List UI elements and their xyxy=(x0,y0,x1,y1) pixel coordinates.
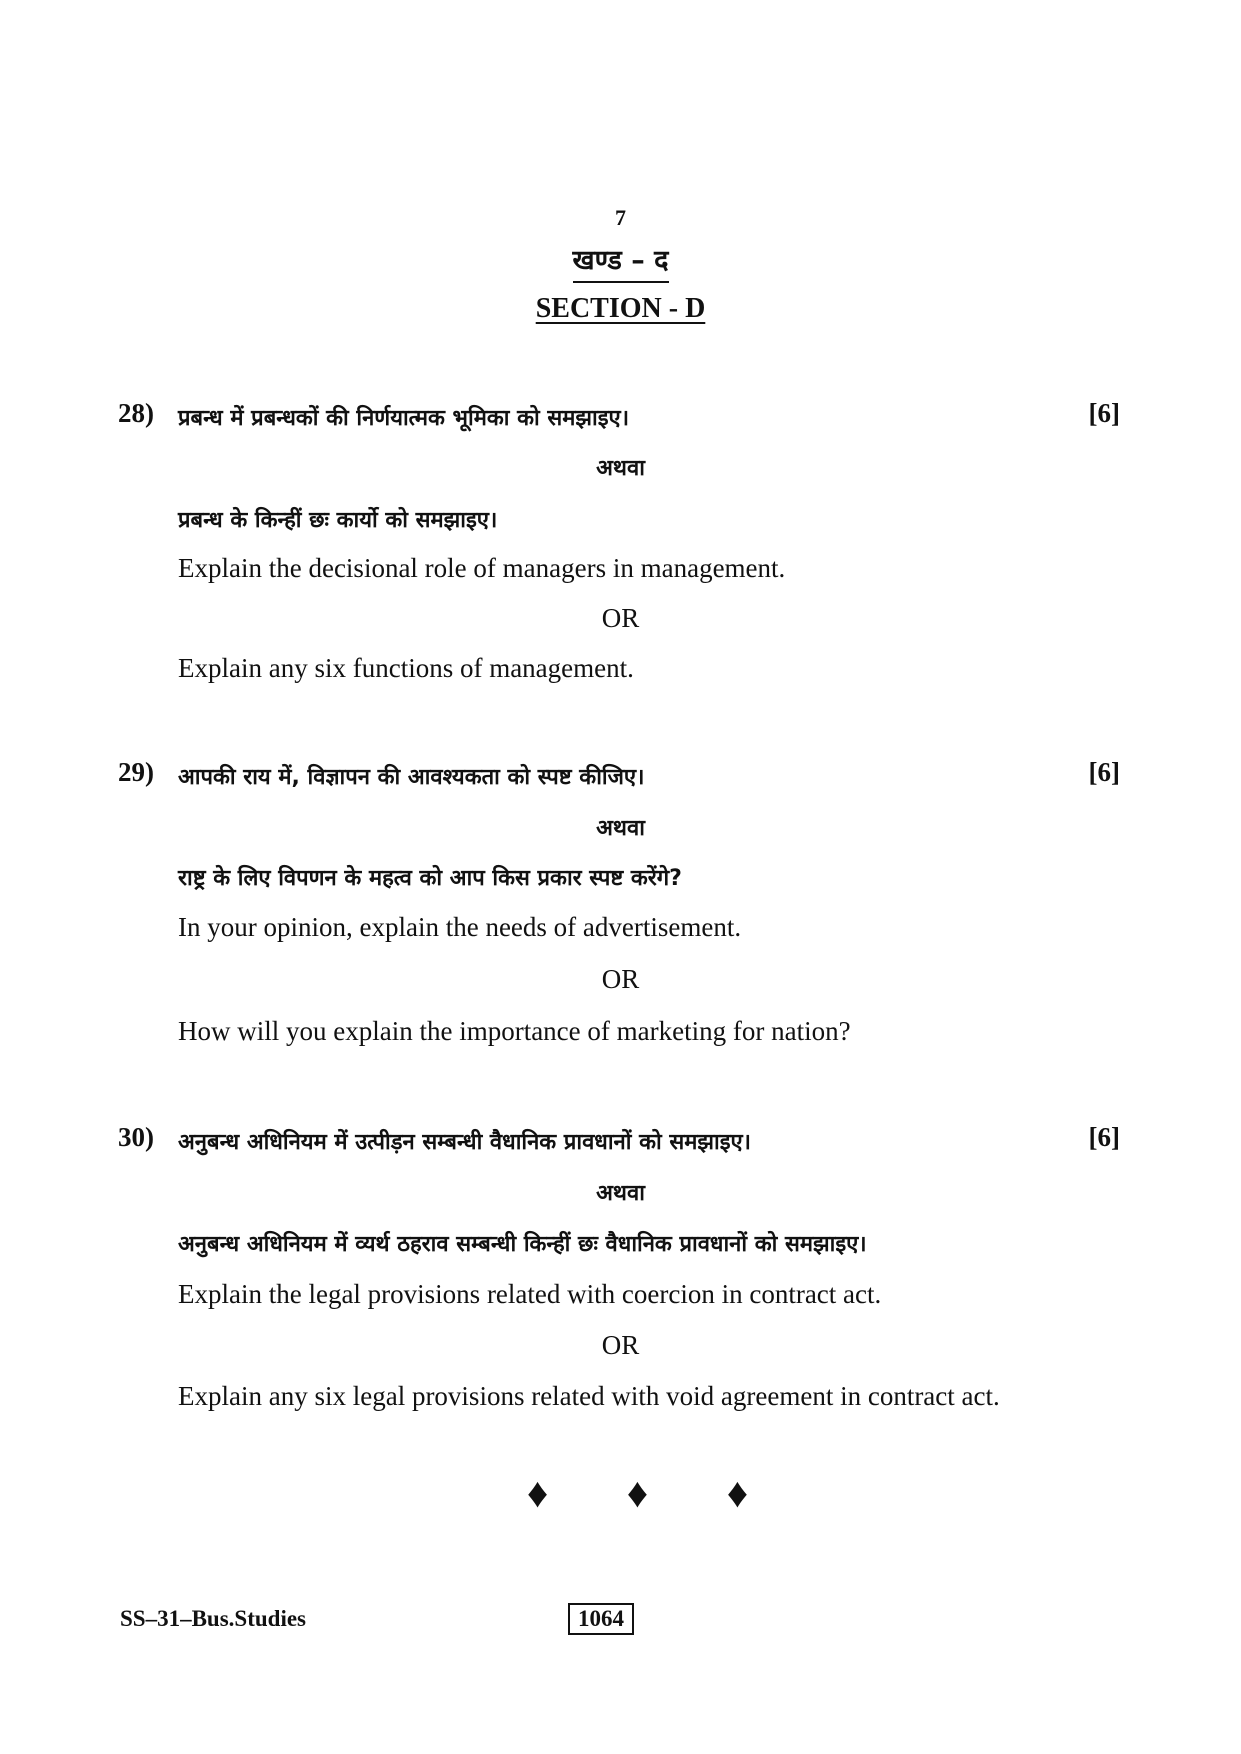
alternative-english: How will you explain the importance of marketing for nation? xyxy=(178,1016,851,1046)
alternative-hindi: प्रबन्ध के किन्हीं छः कार्यो को समझाइए। xyxy=(178,508,498,533)
or-hindi: अथवा xyxy=(596,1181,645,1206)
end-of-paper-diamonds: ♦ ♦ ♦ xyxy=(526,1471,783,1517)
section-title-hindi xyxy=(0,240,1241,283)
page-number: 7 xyxy=(615,205,626,230)
question-hindi: प्रबन्ध में प्रबन्धकों की निर्णयात्मक भूमिका को समझाइए। xyxy=(178,406,630,431)
question-english: Explain the decisional role of managers in management. xyxy=(178,553,786,583)
alternative-english: Explain any six legal provisions related with void agreement in contract act. xyxy=(178,1381,1000,1411)
section-title-hindi-text: खण्ड – द xyxy=(573,240,669,283)
or-hindi: अथवा xyxy=(596,456,645,481)
question-english: In your opinion, explain the needs of advertisement. xyxy=(178,912,742,942)
question-marks: [6] xyxy=(1088,1122,1120,1152)
question-number: 29) xyxy=(118,757,154,787)
or-english: OR xyxy=(601,603,640,633)
alternative-hindi: राष्ट्र के लिए विपणन के महत्व को आप किस प्रकार स्पष्ट करेंगे? xyxy=(178,866,682,891)
section-title-english-text: SECTION - D xyxy=(535,293,706,324)
or-hindi: अथवा xyxy=(596,816,645,841)
question-marks: [6] xyxy=(1088,757,1120,787)
question-number: 30) xyxy=(118,1122,154,1152)
booklet-number: 1064 xyxy=(568,1603,634,1635)
or-english: OR xyxy=(601,964,640,994)
paper-code: SS–31–Bus.Studies xyxy=(120,1606,306,1631)
question-hindi: अनुबन्ध अधिनियम में उत्पीड़न सम्बन्धी वैधानिक प्रावधानों को समझाइए। xyxy=(178,1130,752,1155)
question-number: 28) xyxy=(118,398,154,428)
alternative-english: Explain any six functions of management. xyxy=(178,653,634,683)
question-marks: [6] xyxy=(1088,398,1120,428)
or-english: OR xyxy=(601,1330,640,1360)
question-english: Explain the legal provisions related with coercion in contract act. xyxy=(178,1279,882,1309)
question-hindi: आपकी राय में, विज्ञापन की आवश्यकता को स्पष्ट कीजिए। xyxy=(178,765,645,790)
alternative-hindi: अनुबन्ध अधिनियम में व्यर्थ ठहराव सम्बन्धी किन्हीं छः वैधानिक प्रावधानों को समझाइए। xyxy=(178,1232,867,1257)
section-title-english xyxy=(0,293,1241,325)
